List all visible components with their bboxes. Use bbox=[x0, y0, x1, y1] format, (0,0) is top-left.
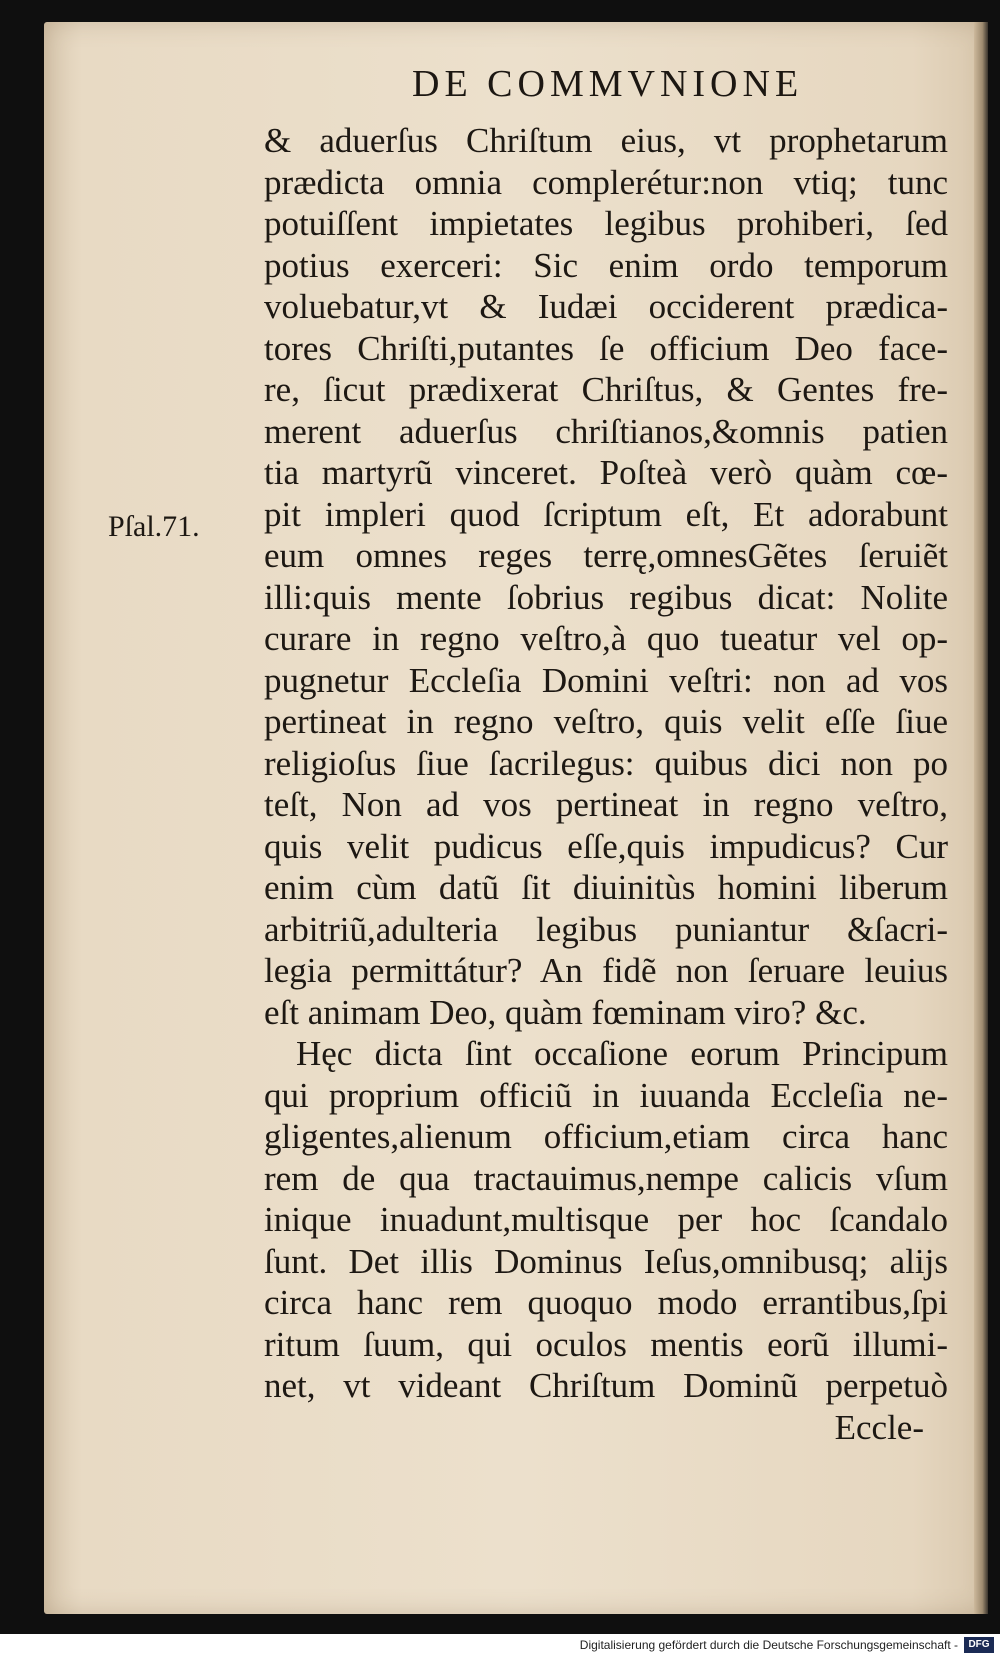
text-line: inique inuadunt,multisque per hoc ſcandalo bbox=[264, 1200, 948, 1239]
text-line: teſt, Non ad vos pertineat in regno veſtro, bbox=[264, 785, 948, 824]
text-line: Hęc dicta ſint occaſione eorum Principum bbox=[296, 1034, 948, 1073]
text-line: & aduerſus Chriſtum eius, vt prophetarum bbox=[264, 121, 948, 160]
footer-credit: Digitalisierung gefördert durch die Deutsche Forschungsgemeinschaft - bbox=[579, 1638, 958, 1652]
page-edge bbox=[974, 22, 988, 1614]
text-line: pit impleri quod ſcriptum eſt, Et adorabunt bbox=[264, 494, 948, 534]
text-line: quis velit pudicus eſſe,quis impudicus? Cur bbox=[264, 826, 948, 866]
text-line: arbitriũ,adulteria legibus puniantur &ſacri- bbox=[264, 909, 948, 949]
text-line: gligentes,alienum officium,etiam circa hanc bbox=[264, 1117, 948, 1156]
text-line: net, vt videant Chriſtum Dominũ perpetuò bbox=[264, 1366, 948, 1405]
body-text bbox=[264, 120, 948, 1448]
dfg-logo-icon: DFG bbox=[964, 1637, 994, 1653]
text-line: re, ſicut prædixerat Chriſtus, & Gentes fre- bbox=[264, 370, 948, 409]
text-line: potuiſſent impietates legibus prohiberi, ſed bbox=[264, 204, 948, 243]
text-line: prædicta omnia complerétur:non vtiq; tunc bbox=[264, 162, 948, 202]
text-line: circa hanc rem quoquo modo errantibus,ſpi bbox=[264, 1283, 948, 1322]
text-line: merent aduerſus chriſtianos,&omnis patien bbox=[264, 411, 948, 451]
text-line: illi:quis mente ſobrius regibus dicat: Nolite bbox=[264, 577, 948, 617]
text-line: voluebatur,vt & Iudæi occiderent prædica- bbox=[264, 287, 948, 326]
text-line: potius exerceri: Sic enim ordo temporum bbox=[264, 245, 948, 285]
text-line: tia martyrũ vinceret. Poſteà verò quàm cœ- bbox=[264, 453, 948, 492]
text-line: eſt animam Deo, quàm fœminam viro? &c. bbox=[264, 992, 867, 1032]
text-line: ſunt. Det illis Dominus Ieſus,omnibusq; alijs bbox=[264, 1241, 948, 1281]
margin-note: Pſal.71. bbox=[108, 510, 200, 543]
text-line: qui proprium officiũ in iuuanda Eccleſia ne- bbox=[264, 1075, 948, 1115]
text-line: enim cùm datũ ſit diuinitùs homini liberum bbox=[264, 868, 948, 907]
text-line: religioſus ſiue ſacrilegus: quibus dici non po bbox=[264, 743, 948, 783]
text-line: tores Chriſti,putantes ſe officium Deo face- bbox=[264, 328, 948, 368]
text-line: ritum ſuum, qui oculos mentis eorũ illumi- bbox=[264, 1324, 948, 1364]
text-line: eum omnes reges terrę,omnesGẽtes ſeruiẽt bbox=[264, 536, 948, 575]
catchword: Eccle- bbox=[834, 1407, 924, 1447]
text-line: pertineat in regno veſtro, quis velit eſſe ſiue bbox=[264, 702, 948, 741]
text-line: legia permittátur? An fidẽ non ſeruare leuius bbox=[264, 951, 948, 990]
text-line: curare in regno veſtro,à quo tueatur vel op- bbox=[264, 619, 948, 658]
text-line: rem de qua tractauimus,nempe calicis vſum bbox=[264, 1158, 948, 1198]
text-line: pugnetur Eccleſia Domini veſtri: non ad vos bbox=[264, 660, 948, 700]
footer-bar bbox=[0, 1634, 1000, 1658]
running-head: DE COMMVNIONE bbox=[412, 63, 804, 105]
